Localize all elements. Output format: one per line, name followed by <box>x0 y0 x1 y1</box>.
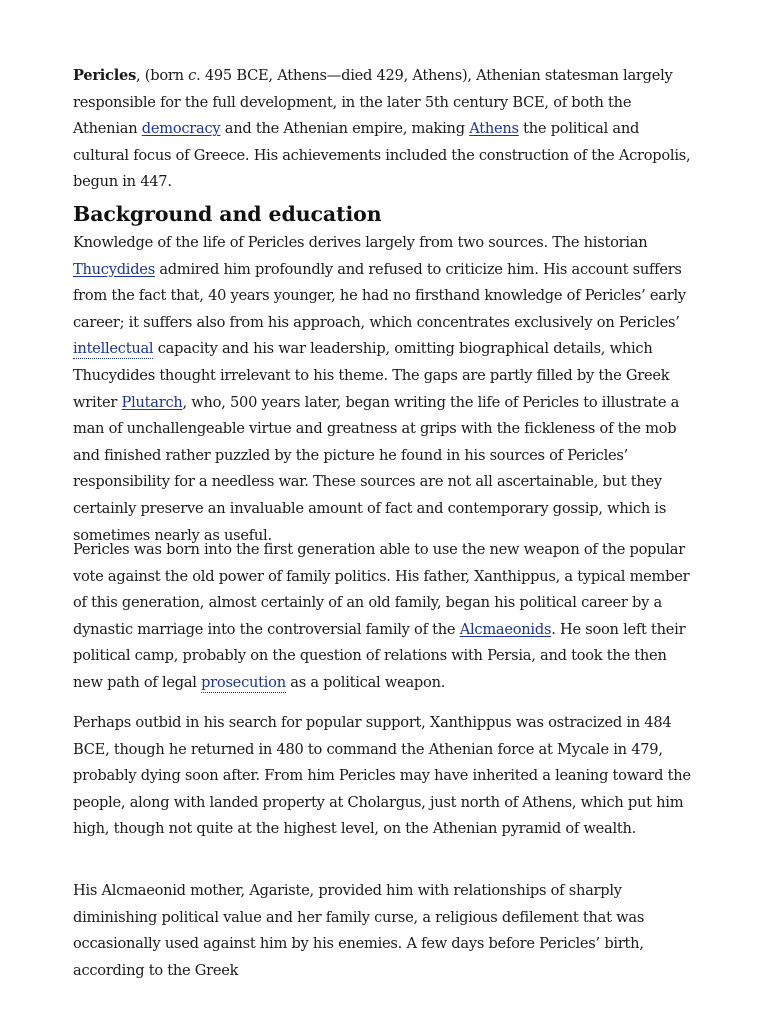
alcmaeonids-link[interactable]: Alcmaeonids <box>459 620 552 638</box>
thucydides-link[interactable]: Thucydides <box>73 260 155 278</box>
plutarch-link[interactable]: Plutarch <box>121 393 183 411</box>
prosecution-definition-link[interactable]: prosecution <box>201 673 286 691</box>
section-heading: Background and education <box>73 202 382 226</box>
athens-link[interactable]: Athens <box>469 120 519 138</box>
subject-name: Pericles <box>73 67 137 84</box>
father-paragraph: Pericles was born into the first generation able to use the new weapon of the popular vote against the old power of family politics. His father, Xanthippus, a typical member of this generation, almost certainly of an old family, began his political career by a dynastic marriage into the controversial family of the Alcmaeonids. He soon left their political camp, probably on the question of relations with Persia, and took the then new path of legal prosecution as a political weapon. <box>73 541 690 691</box>
intellectual-definition-link[interactable]: intellectual <box>73 340 154 358</box>
democracy-link[interactable]: democracy <box>141 120 221 138</box>
mother-paragraph: His Alcmaeonid mother, Agariste, provided him with relationships of sharply diminishing political value and her family curse, a religious defilement that was occasionally used against him by his enemies. A few days before Pericles’ birth, according to the Greek <box>73 882 645 979</box>
intro-paragraph: Pericles, (born c. 495 BCE, Athens—died 429, Athens), Athenian statesman largely responsible for the full development, in the later 5th century BCE, of both the Athenian democracy and the Athenian empire, making Athens the political and cultural focus of Greece. His achievements included the construction of the Acropolis, begun in 447. <box>73 67 691 191</box>
xanthippus-paragraph: Perhaps outbid in his search for popular support, Xanthippus was ostracized in 484 BCE, though he returned in 480 to command the Athenian force at Mycale in 479, probably dying soon after. From him Pericles may have inherited a leaning toward the people, along with landed property at Cholargus, just north of Athens, which put him high, though not quite at the highest level, on the Athenian pyramid of wealth. <box>73 714 691 838</box>
sources-paragraph: Knowledge of the life of Pericles derives largely from two sources. The historian Thucydides admired him profoundly and refused to criticize him. His account suffers from the fact that, 40 years younger, he had no firsthand knowledge of Pericles’ early career; it suffers also from his approach, which concentrates exclusively on Pericles’ intellectual capacity and his war leadership, omitting biographical details, which Thucydides thought irrelevant to his theme. The gaps are partly filled by the Greek writer Plutarch, who, 500 years later, began writing the life of Pericles to illustrate a man of unchallengeable virtue and greatness at grips with the fickleness of the mob and finished rather puzzled by the picture he found in his sources of Pericles’ responsibility for a needless war. These sources are not all ascertainable, but they certainly preserve an invaluable amount of fact and contemporary gossip, which is sometimes nearly as useful. <box>73 234 686 544</box>
